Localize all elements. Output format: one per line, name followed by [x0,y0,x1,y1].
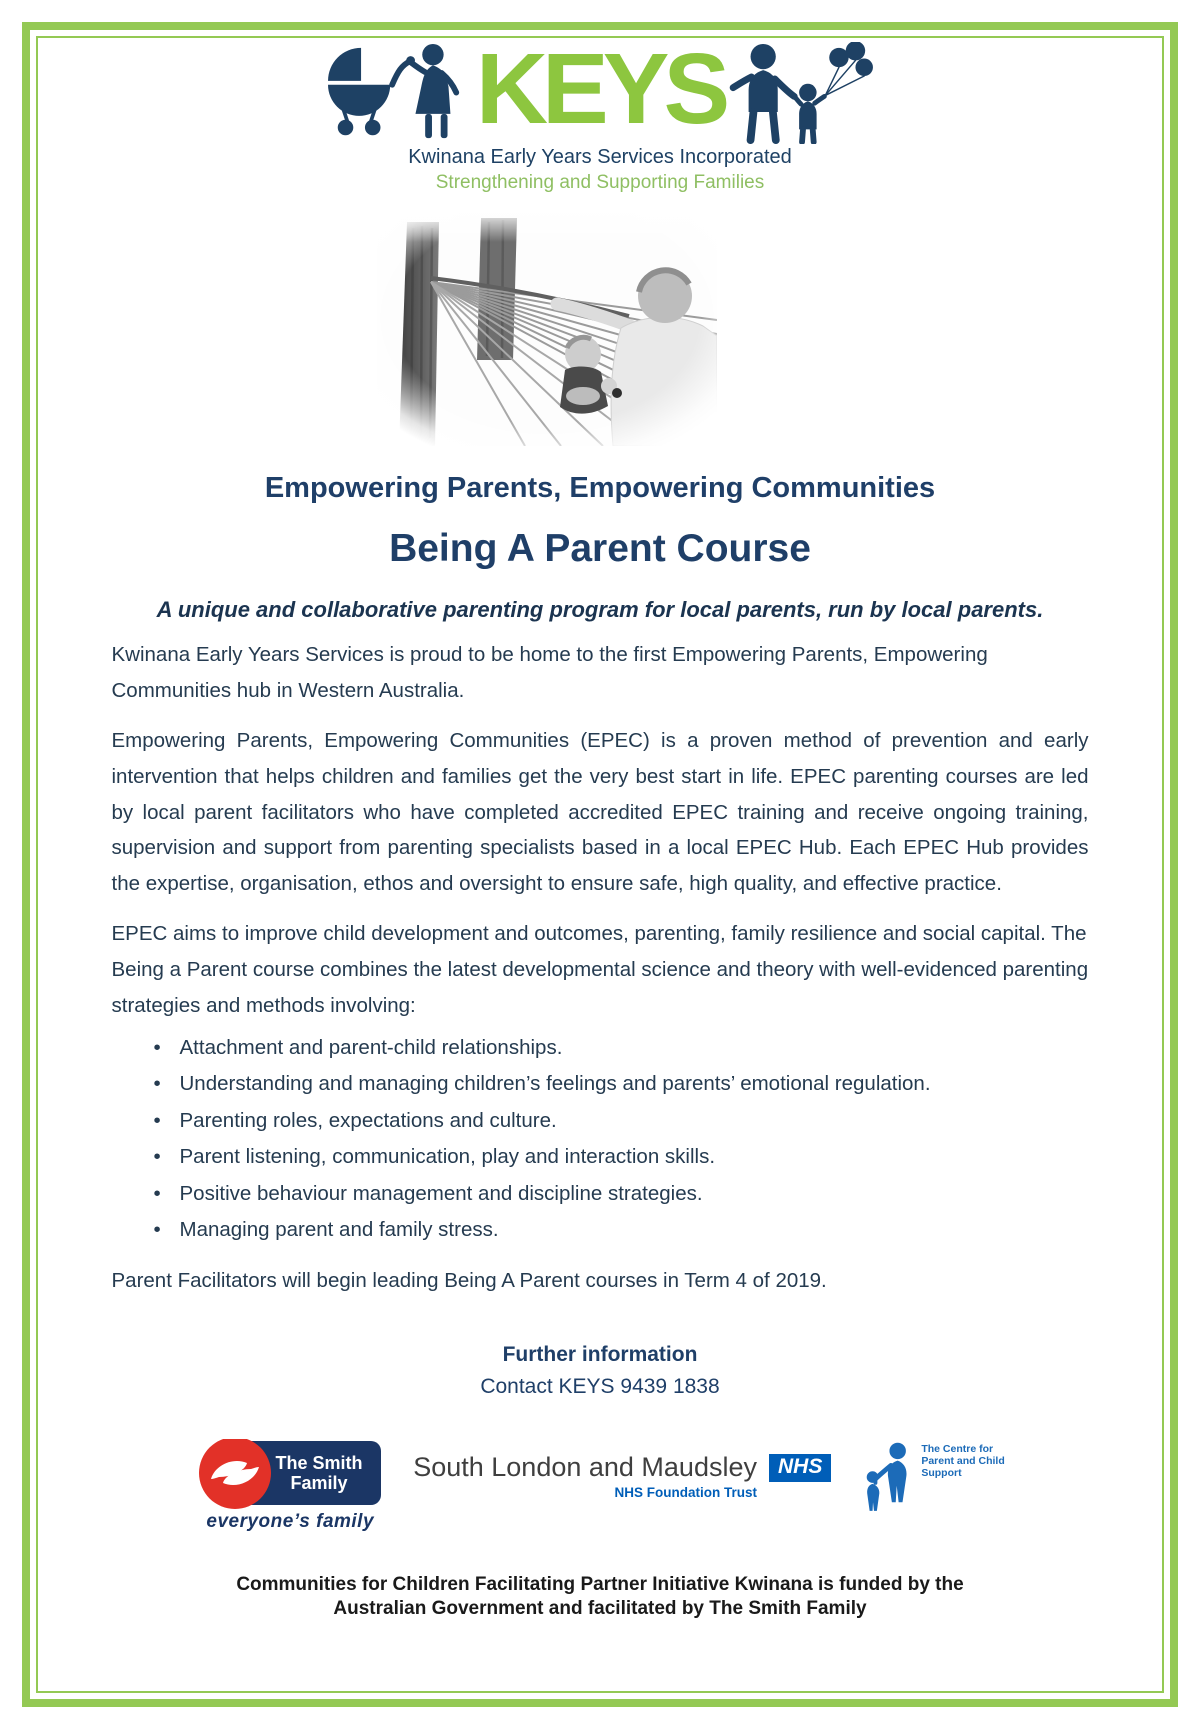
centre-figures-icon [859,1439,917,1519]
closing-paragraph: Parent Facilitators will begin leading Being A Parent courses in Term 4 of 2019. [111,1268,827,1292]
slam-subtitle: NHS Foundation Trust [614,1484,757,1500]
org-tagline: Strengthening and Supporting Families [435,172,765,193]
father-child-hammock-image [377,208,717,446]
smith-family-logo-icon [195,1439,385,1517]
list-item: • Managing parent and family stress. [154,1212,1089,1248]
body-copy [112,637,1089,1299]
program-heading: Empowering Parents, Empowering Communities [264,472,936,504]
course-title: Being A Parent Course [389,527,811,570]
list-item: • Attachment and parent-child relationships. [154,1030,1089,1066]
aims-paragraph: EPEC aims to improve child development and outcomes, parenting, family resilience and social capital. The Being a Parent course combines the latest developmental science and theory with well-evidenced parenting strategies and methods involving: [111,922,1089,1017]
list-item: • Parenting roles, expectations and culture. [154,1103,1089,1139]
intro-paragraph: Kwinana Early Years Services is proud to be home to the first Empowering Parents, Empowering Communities hub in Western Australia. [111,643,988,702]
hammock-photo [377,208,717,446]
smith-family-tagline: everyone’s family [206,1510,375,1532]
contact-phone: Contact KEYS 9439 1838 [480,1374,720,1398]
epec-paragraph: Empowering Parents, Empowering Communities (EPEC) is a proven method of prevention and early intervention that helps children and families get the very best start in life. EPEC parenting courses are led by local parent facilitators who have completed accredited EPEC training and receive ongoing training, supervision and support from parenting specialists based in a local EPEC Hub. Each EPEC Hub provides the expertise, organisation, ethos and oversight to ensure safe, high quality, and effective practice. [111,728,1089,896]
list-item: • Parent listening, communication, play and interaction skills. [154,1139,1089,1175]
further-information [112,1343,1089,1399]
org-name: Kwinana Early Years Services Incorporated [408,146,792,168]
svg-text:The Smith: The Smith [275,1452,363,1473]
keys-logo [112,33,1089,194]
centre-parent-child-support-logo [859,1439,1004,1519]
keys-logo-art [112,33,1089,145]
funding-acknowledgement: Communities for Children Facilitating Partner Initiative Kwinana is funded by the Australian Government and facilitated by The Smith Family [236,1573,964,1620]
list-item: • Understanding and managing children’s feelings and parents’ emotional regulation. [154,1066,1089,1102]
centre-logo-text: The Centre for Parent and Child Support [921,1442,1005,1480]
svg-text:Family: Family [290,1472,348,1493]
slam-name: South London and Maudsley [413,1451,757,1482]
partner-logos-row [112,1439,1089,1533]
pram-and-mother-icon [322,42,472,144]
slam-text-block [413,1453,757,1500]
further-information-title: Further information [502,1342,698,1366]
nhs-logo: NHS [769,1454,831,1482]
course-topics-list [112,1030,1089,1249]
smith-family-logo [195,1439,385,1533]
father-child-balloons-icon [728,42,878,144]
subtitle: A unique and collaborative parenting program for local parents, run by local parents. [156,597,1044,622]
south-london-maudsley-logo [413,1453,831,1500]
keys-wordmark: KEYS [475,33,725,145]
flyer-content [112,0,1089,1622]
list-item: • Positive behaviour management and discipline strategies. [154,1176,1089,1212]
